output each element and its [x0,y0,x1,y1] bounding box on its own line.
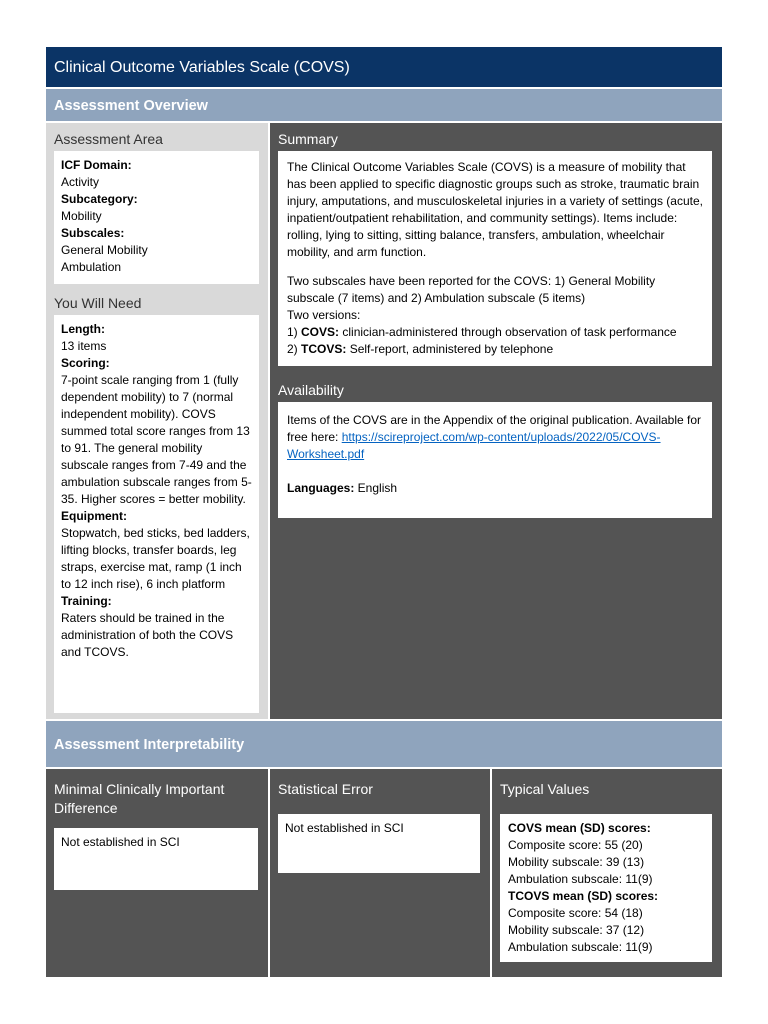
tcovs-score-line: Mobility subscale: 37 (12) [508,923,645,937]
statistical-error-column [270,769,492,977]
tcovs-scores-label: TCOVS mean (SD) scores: [508,889,659,903]
mcid-text: Not established in SCI [61,835,180,849]
typical-values-column [492,769,722,977]
version1-prefix: 1) [287,325,302,339]
covs-score-line: Mobility subscale: 39 (13) [508,855,645,869]
languages-value: English [354,481,398,495]
availability-box [278,402,712,518]
assessment-area-heading: Assessment Area [54,131,163,147]
mcid-box [54,828,258,890]
version2-label: TCOVS: [301,342,347,356]
versions-intro: Two versions: [287,308,361,322]
length-value: 13 items [61,339,107,353]
summary-box [278,151,712,366]
subscale-item: General Mobility [61,243,148,257]
subcategory-value: Mobility [61,209,102,223]
overview-row [46,121,722,719]
availability-text: Items of the COVS are in the Appendix of the original publication. Available for free here: [287,413,702,444]
interpretability-row [46,767,722,977]
training-label: Training: [61,594,112,608]
covs-scores-label: COVS mean (SD) scores: [508,821,651,835]
subscale-item: Ambulation [61,260,122,274]
summary-subscales-text: Two subscales have been reported for the COVS: 1) General Mobility subscale (7 items) and 2) Ambulation subscale (5 items) [287,274,656,305]
right-column [270,123,722,719]
left-column [46,123,270,719]
version2-prefix: 2) [287,342,302,356]
typical-values-box [500,814,712,962]
statistical-error-text: Not established in SCI [285,821,404,835]
covs-score-line: Ambulation subscale: 11(9) [508,872,653,886]
you-will-need-box [54,315,259,713]
mcid-column [46,769,270,977]
mcid-heading: Minimal Clinically Important Difference [54,781,225,816]
version1-text: clinician-administered through observation of task performance [339,325,677,339]
equipment-value: Stopwatch, bed sticks, bed ladders, lifting blocks, transfer boards, leg straps, exercise mat, ramp (1 inch to 12 inch rise), 6 inch platform [61,526,250,591]
assessment-area-box [54,151,259,284]
training-value: Raters should be trained in the administration of both the COVS and TCOVS. [61,611,234,659]
languages-label: Languages: [287,481,355,495]
worksheet-link[interactable]: https://scireproject.com/wp-content/uploads/2022/05/COVS-Worksheet.pdf [287,430,661,461]
equipment-label: Equipment: [61,509,127,523]
scoring-label: Scoring: [61,356,110,370]
scoring-value: 7-point scale ranging from 1 (fully dependent mobility) to 7 (normal independent mobility). COVS summed total score ranges from 13 to 91. The general mobility subscale ranges from 7-49 and the ambulation subscale ranges from 5-35. Higher scores = better mobility. [61,373,252,506]
tcovs-score-line: Ambulation subscale: 11(9) [508,940,653,954]
availability-heading: Availability [278,382,344,398]
summary-heading: Summary [278,131,338,147]
typical-values-heading: Typical Values [500,781,590,797]
page-title: Clinical Outcome Variables Scale (COVS) [46,47,722,87]
covs-page [46,47,722,977]
assessment-interpretability-heading: Assessment Interpretability [46,719,722,767]
assessment-overview-heading: Assessment Overview [46,87,722,121]
you-will-need-heading: You Will Need [54,295,142,311]
statistical-error-box [278,814,480,873]
version2-text: Self-report, administered by telephone [346,342,554,356]
subscales-label: Subscales: [61,226,125,240]
icf-domain-value: Activity [61,175,100,189]
version1-label: COVS: [301,325,340,339]
icf-domain-label: ICF Domain: [61,158,132,172]
statistical-error-heading: Statistical Error [278,781,373,797]
covs-score-line: Composite score: 55 (20) [508,838,643,852]
subcategory-label: Subcategory: [61,192,138,206]
tcovs-score-line: Composite score: 54 (18) [508,906,643,920]
summary-paragraph: The Clinical Outcome Variables Scale (COVS) is a measure of mobility that has been applied to specific diagnostic groups such as stroke, traumatic brain injury, amputations, and musculoskeletal injuries in a variety of settings (acute, inpatient/outpatient rehabilitation, and community settings). Items include: rolling, lying to sitting, sitting balance, transfers, ambulation, wheelchair mobility, and arm function. [287,160,703,259]
length-label: Length: [61,322,105,336]
